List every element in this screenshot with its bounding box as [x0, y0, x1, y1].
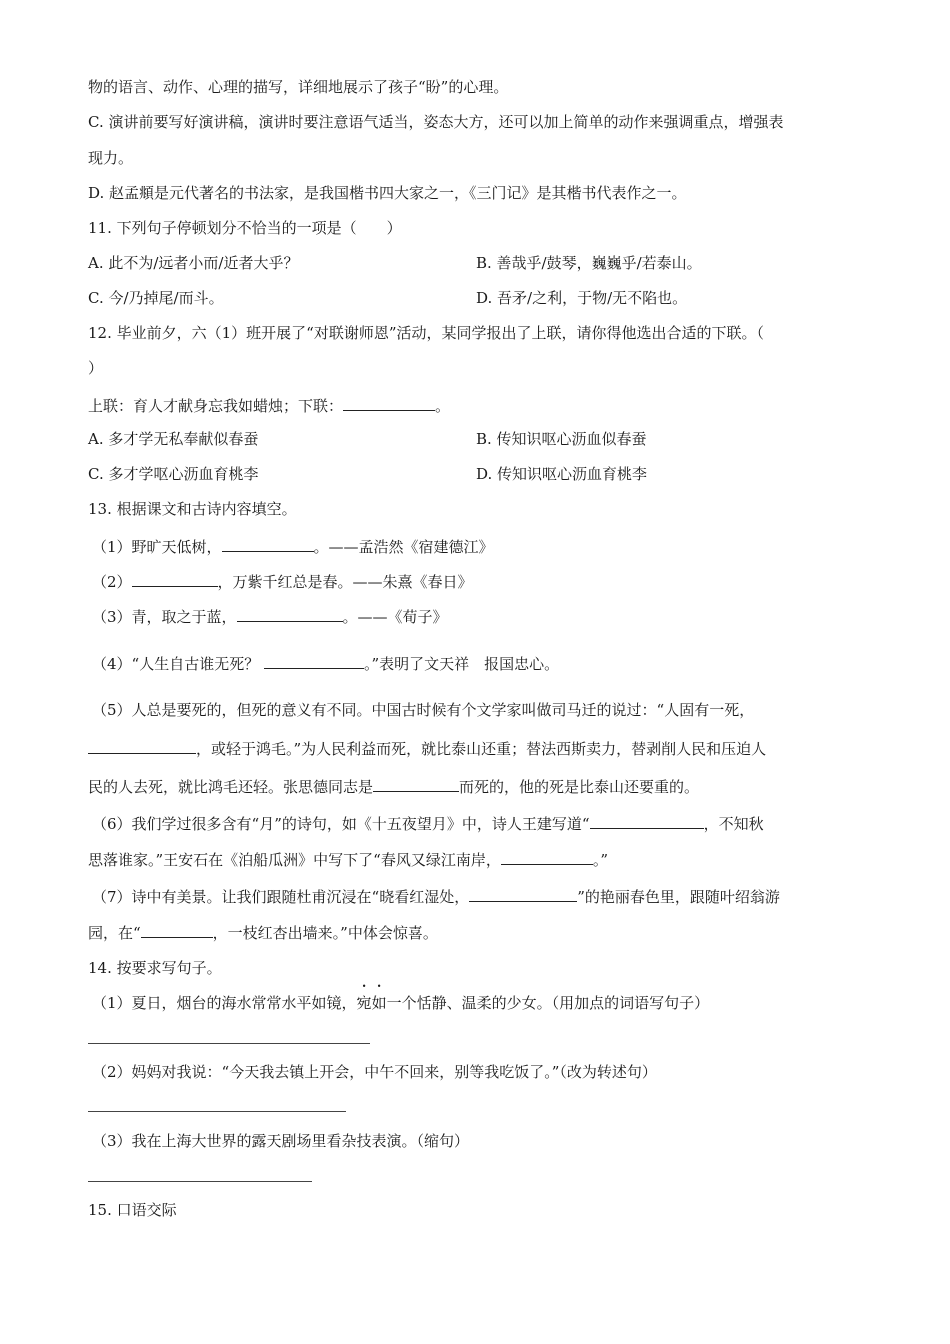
q13-6-blank-2[interactable]	[501, 848, 593, 865]
q14-3-answer-line[interactable]	[88, 1181, 312, 1182]
q13-item-5-line-3	[88, 775, 699, 797]
q13-5-blank-1[interactable]	[88, 737, 196, 754]
q13-5-blank-2[interactable]	[373, 775, 459, 792]
q13-1-text-b: 。——孟浩然《宿建德江》	[313, 538, 494, 556]
q13-5-text-b: ，或轻于鸿毛。”为人民利益而死，就比泰山还重；替法西斯卖力，替剥削人民和压迫人	[196, 740, 767, 758]
q13-5-text-d: 而死的，他的死是比泰山还要重的。	[459, 778, 700, 796]
q14-emphasis-char-2: 如	[371, 994, 387, 1012]
q13-2-text-a: （2）	[92, 573, 132, 591]
q13-3-text-b: 。——《荀子》	[342, 608, 448, 626]
q14-2-answer-line[interactable]	[88, 1111, 346, 1112]
q13-7-text-c: 园，在“	[88, 924, 141, 942]
q13-3-blank[interactable]	[237, 605, 343, 622]
q14-item-3: （3）我在上海大世界的露天剧场里看杂技表演。（缩句）	[92, 1132, 470, 1150]
question-13: 13. 根据课文和古诗内容填空。	[88, 500, 297, 518]
q13-5-text-c: 民的人去死，就比鸿毛还轻。张思德同志是	[88, 778, 374, 796]
q13-1-blank[interactable]	[222, 535, 314, 552]
q13-7-text-b: ”的艳丽春色里，跟随叶绍翁游	[577, 888, 780, 906]
q13-item-5-line-1: （5）人总是要死的，但死的意义有不同。中国古时候有个文学家叫做司马迁的说过：“人固有一死，	[92, 701, 755, 719]
q13-6-blank-1[interactable]	[590, 812, 704, 829]
q14-emphasis-char-1: 宛	[356, 994, 372, 1012]
q13-item-6-line-1	[92, 812, 764, 834]
q14-1-text-b: 一个恬静、温柔的少女。（用加点的词语写句子）	[386, 994, 710, 1012]
q13-6-text-b: ，不知秋	[703, 815, 764, 833]
q13-item-3	[92, 605, 448, 627]
q13-7-blank-1[interactable]	[469, 885, 577, 902]
line-l01: 物的语言、动作、心理的描写，详细地展示了孩子“盼”的心理。	[88, 78, 509, 96]
q12-couplet	[88, 394, 450, 416]
q13-3-text-a: （3）青，取之于蓝，	[92, 608, 237, 626]
q12-couplet-end: 。	[435, 397, 451, 415]
q13-4-blank[interactable]	[264, 652, 364, 669]
q13-item-7-line-1	[92, 885, 780, 907]
q13-item-7-line-2	[88, 921, 438, 943]
q13-1-text-a: （1）野旷天低树，	[92, 538, 222, 556]
q11-option-c: C. 今/乃掉尾/而斗。	[88, 289, 224, 307]
q13-item-2	[92, 570, 473, 592]
q14-item-1	[92, 993, 709, 1013]
question-14: 14. 按要求写句子。	[88, 959, 222, 977]
question-12: 12. 毕业前夕，六（1）班开展了“对联谢师恩”活动，某同学报出了上联，请你得他选出合适的下联。（	[88, 324, 765, 342]
q13-item-4	[92, 652, 559, 674]
q12-option-b: B. 传知识呕心沥血似春蚕	[476, 430, 647, 448]
q13-4-text-a: （4）“人生自古谁无死？	[92, 655, 264, 673]
q13-6-text-c: 思落谁家。”王安石在《泊船瓜洲》中写下了“春风又绿江南岸，	[88, 851, 501, 869]
q13-item-6-line-2	[88, 848, 608, 870]
q13-7-text-d: ，一枝红杏出墙来。”中体会惊喜。	[212, 924, 438, 942]
q12-couplet-text: 上联：育人才献身忘我如蜡烛；下联：	[88, 397, 344, 415]
q13-7-blank-2[interactable]	[141, 921, 213, 938]
q11-option-d: D. 吾矛/之利，于物/无不陷也。	[476, 289, 688, 307]
option-d-calligraphy: D. 赵孟頫是元代著名的书法家，是我国楷书四大家之一，《三门记》是其楷书代表作之一。	[88, 184, 687, 202]
question-15: 15. 口语交际	[88, 1201, 177, 1219]
q12-blank[interactable]	[343, 394, 435, 411]
q12-option-c: C. 多才学呕心沥血育桃李	[88, 465, 259, 483]
q12-option-a: A. 多才学无私奉献似春蚕	[88, 430, 259, 448]
q12-option-d: D. 传知识呕心沥血育桃李	[476, 465, 648, 483]
q13-6-text-a: （6）我们学过很多含有“月”的诗句，如《十五夜望月》中，诗人王建写道“	[92, 815, 590, 833]
q14-1-answer-line[interactable]	[88, 1043, 370, 1044]
q13-item-1	[92, 535, 494, 557]
q13-6-text-d: 。”	[592, 851, 609, 869]
q13-item-5-line-2	[88, 737, 766, 759]
option-c-speech: C. 演讲前要写好演讲稿，演讲时要注意语气适当，姿态大方，还可以加上简单的动作来强调重点，增强表	[88, 113, 784, 131]
question-11: 11. 下列句子停顿划分不恰当的一项是（ ）	[88, 219, 402, 237]
question-12-paren: ）	[88, 359, 104, 377]
q14-item-2: （2）妈妈对我说：“今天我去镇上开会，中午不回来，别等我吃饭了。”（改为转述句）	[92, 1063, 657, 1081]
q13-2-text-b: ，万紫千红总是春。——朱熹《春日》	[217, 573, 473, 591]
line-l03: 现力。	[88, 149, 134, 167]
q11-option-a: A. 此不为/远者小而/近者大乎？	[88, 254, 299, 272]
q13-7-text-a: （7）诗中有美景。让我们跟随杜甫沉浸在“晓看红湿处，	[92, 888, 470, 906]
q13-2-blank[interactable]	[132, 570, 218, 587]
q11-option-b: B. 善哉乎/鼓琴，巍巍乎/若泰山。	[476, 254, 702, 272]
q13-4-text-b: 。”表明了文天祥 报国忠心。	[363, 655, 560, 673]
q14-1-text-a: （1）夏日，烟台的海水常常水平如镜，	[92, 994, 357, 1012]
